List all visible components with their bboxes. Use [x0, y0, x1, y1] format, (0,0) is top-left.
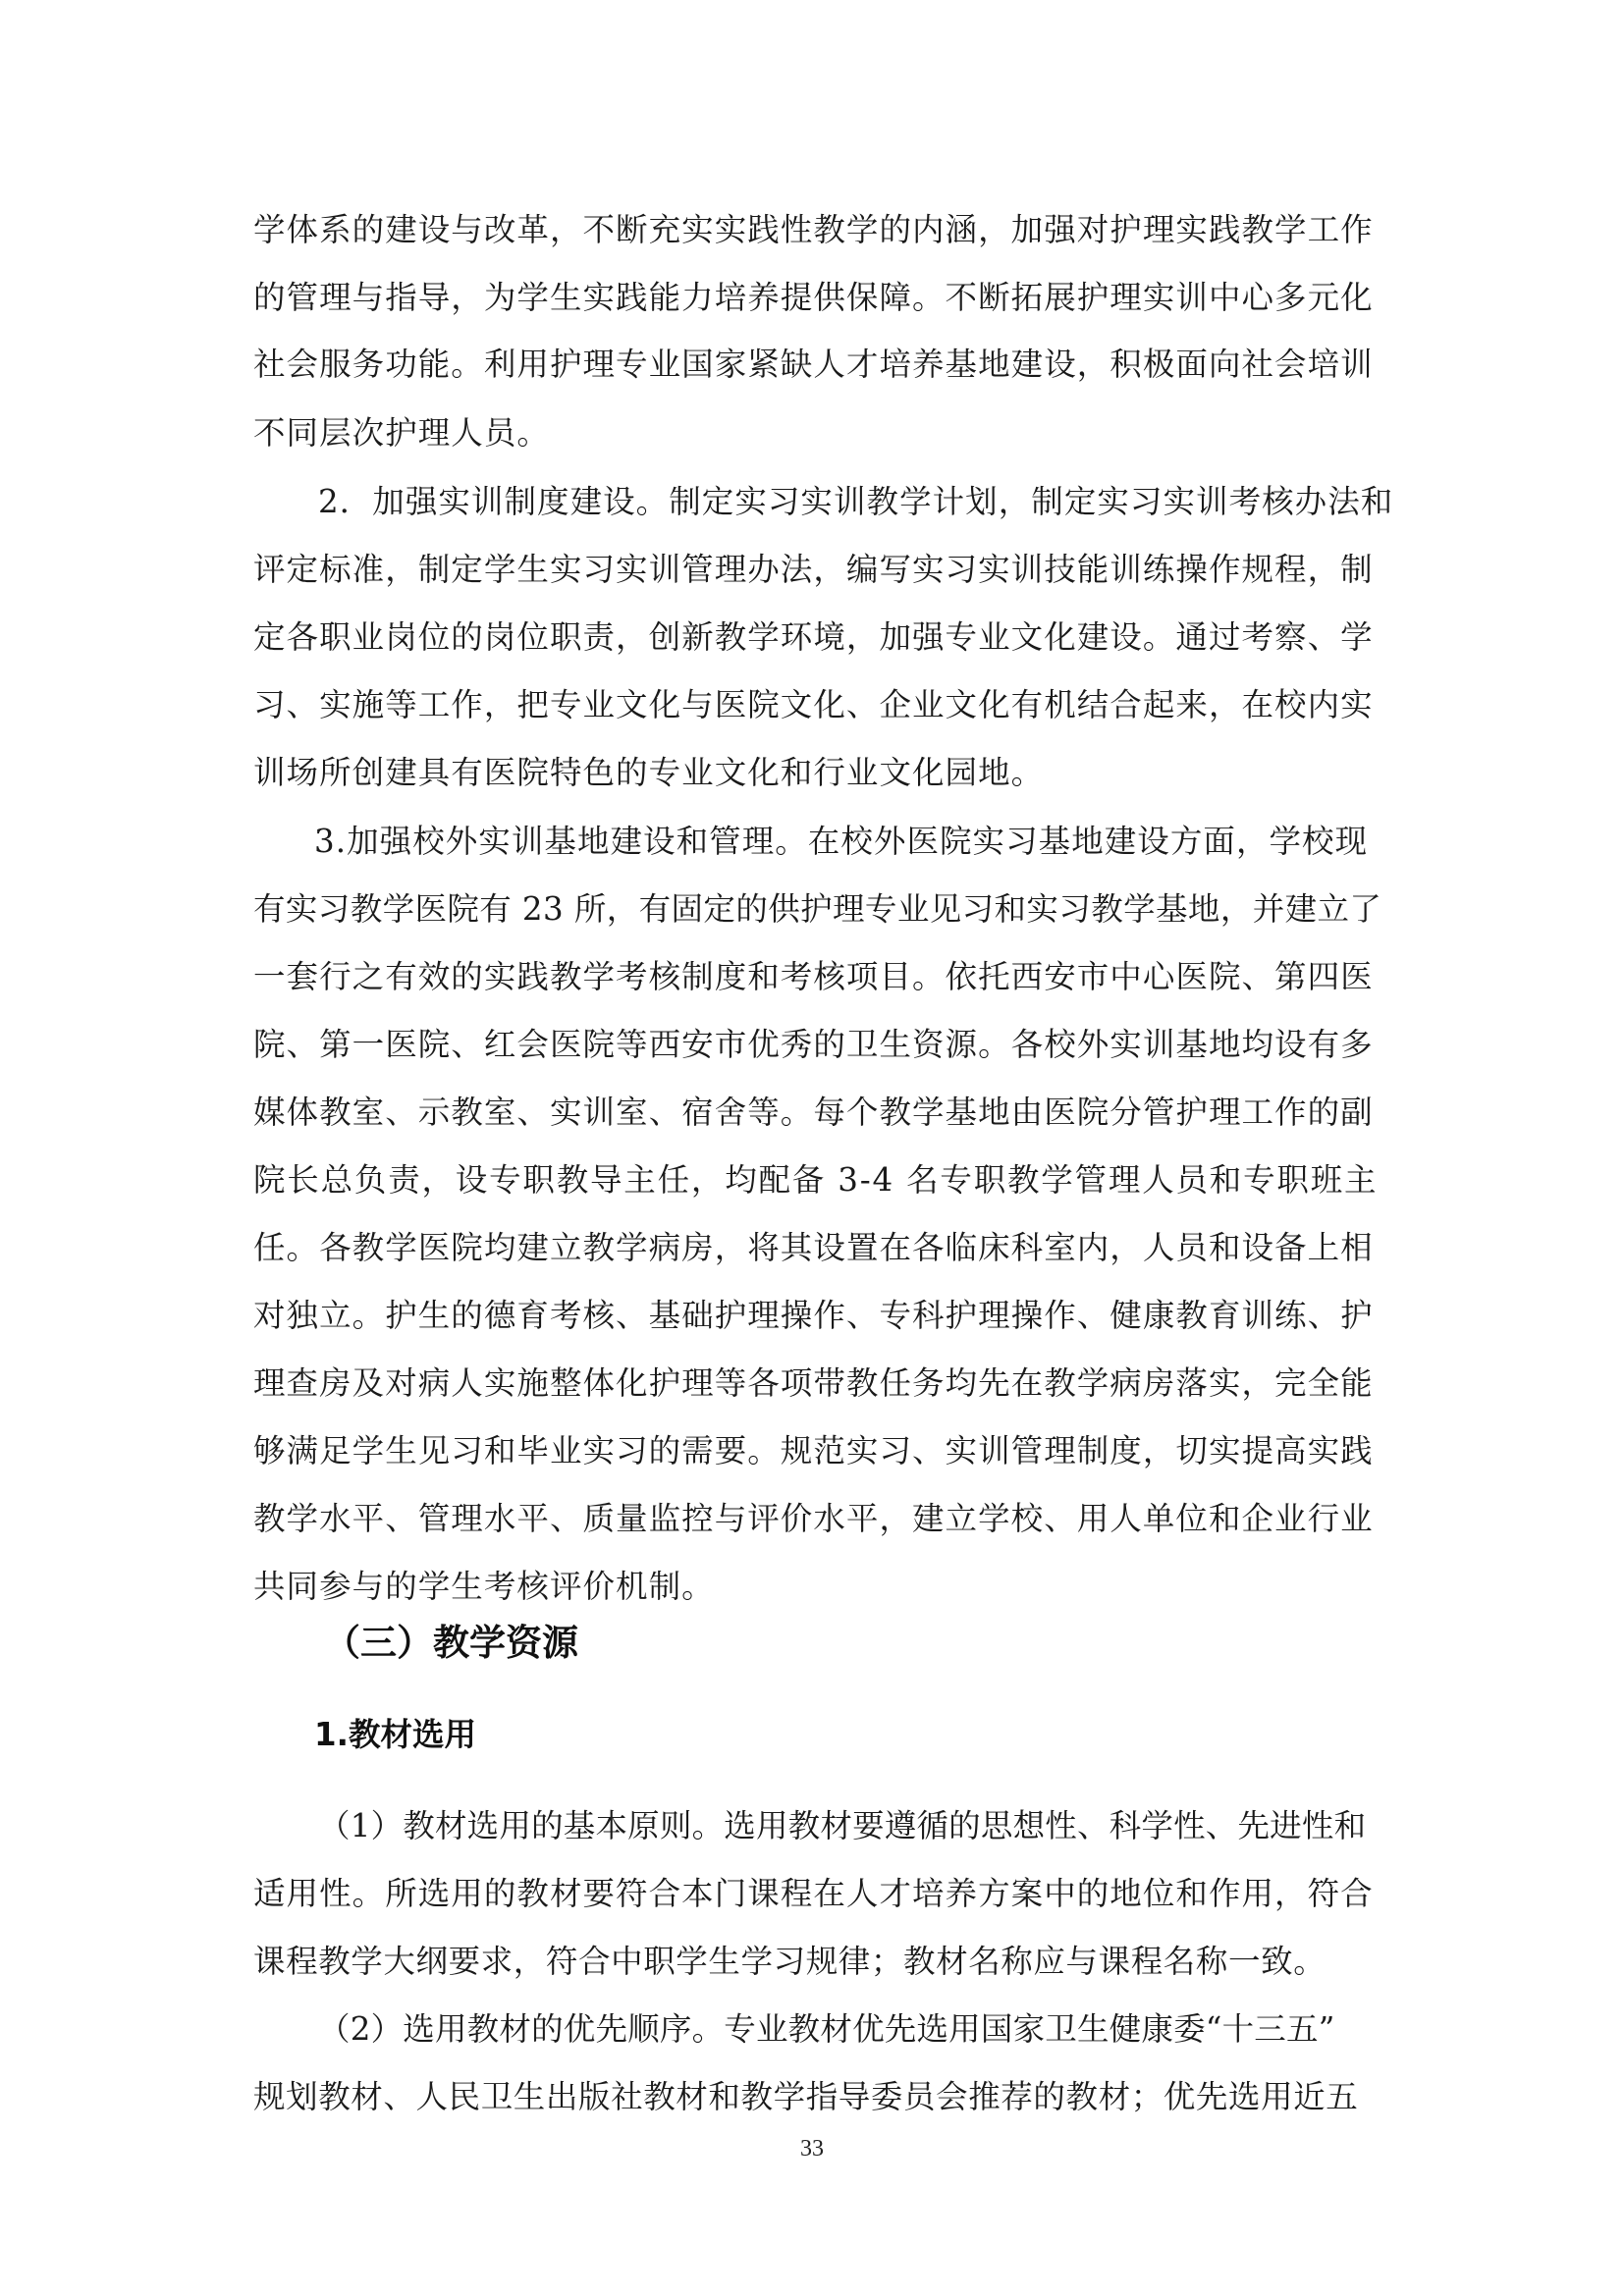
text-line: 任。各教学医院均建立教学病房，将其设置在各临床科室内，人员和设备上相: [253, 1229, 1374, 1266]
section-heading: （三）教学资源: [324, 1622, 578, 1664]
subsection-heading: 1.教材选用: [314, 1716, 476, 1753]
text-line: 评定标准，制定学生实习实训管理办法，编写实习实训技能训练操作规程，制: [253, 551, 1374, 588]
text-line: 有实习教学医院有 23 所，有固定的供护理专业见习和实习教学基地，并建立了: [253, 890, 1382, 928]
text-line: （1）教材选用的基本原则。选用教材要遵循的思想性、科学性、先进性和: [318, 1807, 1367, 1844]
text-line: 训场所创建具有医院特色的专业文化和行业文化园地。: [253, 754, 1045, 791]
text-line: 不同层次护理人员。: [253, 414, 550, 452]
text-line: 够满足学生见习和毕业实习的需要。规范实习、实训管理制度，切实提高实践: [253, 1432, 1374, 1469]
text-line: 规划教材、人民卫生出版社教材和教学指导委员会推荐的教材；优先选用近五: [253, 2078, 1359, 2115]
text-line: 学体系的建设与改革，不断充实实践性教学的内涵，加强对护理实践教学工作: [253, 211, 1374, 248]
text-line: 3.加强校外实训基地建设和管理。在校外医院实习基地建设方面，学校现: [314, 823, 1369, 860]
text-line: 定各职业岗位的岗位职责，创新教学环境，加强专业文化建设。通过考察、学: [253, 618, 1374, 656]
text-line: 媒体教室、示教室、实训室、宿舍等。每个教学基地由医院分管护理工作的副: [253, 1094, 1374, 1131]
text-line: 对独立。护生的德育考核、基础护理操作、专科护理操作、健康教育训练、护: [253, 1297, 1374, 1334]
text-line: 一套行之有效的实践教学考核制度和考核项目。依托西安市中心医院、第四医: [253, 958, 1374, 995]
text-line: 习、实施等工作，把专业文化与医院文化、企业文化有机结合起来，在校内实: [253, 686, 1374, 723]
text-line: 的管理与指导，为学生实践能力培养提供保障。不断拓展护理实训中心多元化: [253, 279, 1374, 316]
text-line: （2）选用教材的优先顺序。专业教材优先选用国家卫生健康委“十三五”: [318, 2010, 1335, 2048]
text-line: 共同参与的学生考核评价机制。: [253, 1568, 715, 1605]
text-line: 教学水平、管理水平、质量监控与评价水平，建立学校、用人单位和企业行业: [253, 1500, 1374, 1537]
text-line: 2．加强实训制度建设。制定实习实训教学计划，制定实习实训考核办法和: [318, 483, 1394, 520]
text-line: 院长总负责，设专职教导主任，均配备 3-4 名专职教学管理人员和专职班主: [253, 1161, 1379, 1199]
text-line: 理查房及对病人实施整体化护理等各项带教任务均先在教学病房落实，完全能: [253, 1364, 1374, 1402]
text-line: 适用性。所选用的教材要符合本门课程在人才培养方案中的地位和作用，符合: [253, 1875, 1374, 1912]
text-line: 社会服务功能。利用护理专业国家紧缺人才培养基地建设，积极面向社会培训: [253, 346, 1374, 383]
page-number: 33: [800, 2136, 824, 2162]
text-line: 院、第一医院、红会医院等西安市优秀的卫生资源。各校外实训基地均设有多: [253, 1026, 1374, 1063]
text-line: 课程教学大纲要求，符合中职学生学习规律；教材名称应与课程名称一致。: [253, 1943, 1326, 1980]
